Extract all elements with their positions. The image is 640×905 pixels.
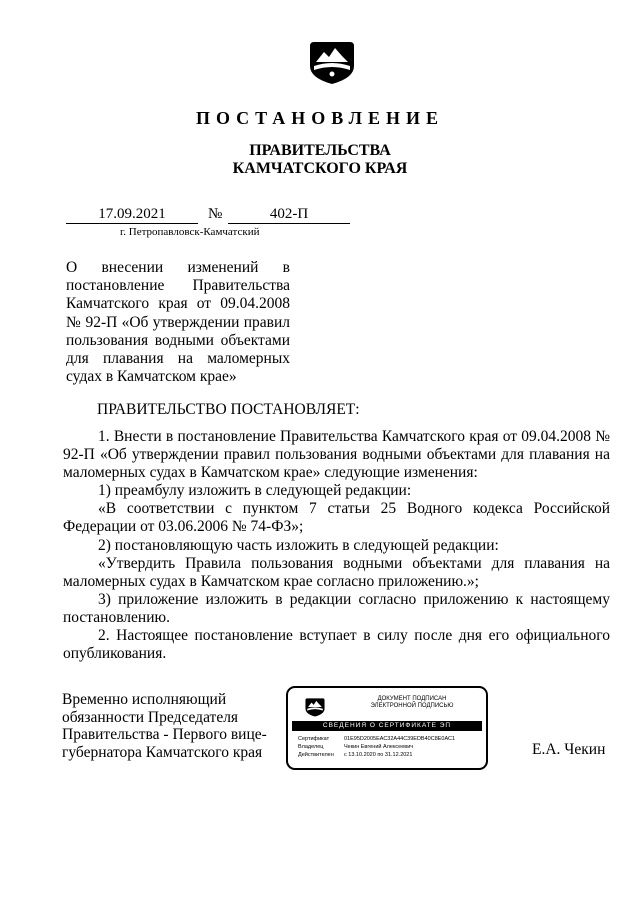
stamp-title-line: ЭЛЕКТРОННОЙ ПОДПИСЬЮ bbox=[370, 703, 454, 709]
issuer-line-1: ПРАВИТЕЛЬСТВА bbox=[249, 142, 391, 159]
stamp-row-label: Владелец bbox=[298, 744, 324, 750]
stamp-band: СВЕДЕНИЯ О СЕРТИФИКАТЕ ЭП bbox=[292, 721, 482, 731]
body-paragraph: 3) приложение изложить в редакции согласно приложению к настоящему постановлению. bbox=[63, 590, 610, 626]
stamp-row-value: с 13.10.2020 по 31.12.2021 bbox=[344, 752, 413, 758]
stamp-row-certificate bbox=[298, 736, 484, 743]
stamp-title bbox=[342, 696, 482, 710]
body-paragraph: «Утвердить Правила пользования водными объектами для плавания на маломерных судах в Камчатском крае согласно приложению.»; bbox=[63, 554, 610, 590]
preamble: ПРАВИТЕЛЬСТВО ПОСТАНОВЛЯЕТ: bbox=[97, 401, 360, 418]
issuer-line-2: КАМЧАТСКОГО КРАЯ bbox=[232, 160, 408, 177]
stamp-row-value: 01E95D2005ЕАС32А44С39ЕDВ40С8Е0АС1 bbox=[344, 736, 456, 742]
stamp-row-owner bbox=[298, 744, 484, 751]
electronic-signature-stamp bbox=[286, 686, 488, 770]
body-paragraph: 1) преамбулу изложить в следующей редакции: bbox=[98, 482, 412, 500]
document-date: 17.09.2021 bbox=[66, 206, 198, 224]
signer-name: Е.А. Чекин bbox=[532, 741, 606, 758]
coat-of-arms-icon bbox=[302, 696, 328, 718]
signer-position: Временно исполняющий обязанности Председателя Правительства - Первого вице-губернатора Камчатского края bbox=[62, 691, 267, 761]
stamp-title-line: ДОКУМЕНТ ПОДПИСАН bbox=[377, 696, 447, 702]
stamp-row-label: Действителен bbox=[298, 752, 334, 758]
document-subject: О внесении изменений в постановление Правительства Камчатского края от 09.04.2008 № 92-П «Об утверждении правил пользования водными объектами для плавания на маломерных судах в Камчатском крае» bbox=[66, 259, 290, 386]
city: г. Петропавловск-Камчатский bbox=[120, 226, 260, 238]
stamp-row-validity bbox=[298, 752, 484, 759]
body-paragraph: «В соответствии с пунктом 7 статьи 25 Водного кодекса Российской Федерации от 03.06.2006 № 74-ФЗ»; bbox=[63, 500, 610, 536]
document-number: 402-П bbox=[228, 206, 350, 224]
number-label: № bbox=[208, 206, 223, 222]
document-body bbox=[63, 428, 610, 663]
stamp-row-label: Сертификат bbox=[298, 736, 330, 742]
body-paragraph: 2) постановляющую часть изложить в следующей редакции: bbox=[98, 536, 499, 554]
body-paragraph: 1. Внести в постановление Правительства Камчатского края от 09.04.2008 № 92-П «Об утверждении правил пользования водными объектами для плавания на маломерных судах в Камчатском крае» следующие изменения: bbox=[63, 428, 610, 482]
coat-of-arms-icon bbox=[302, 38, 362, 86]
stamp-row-value: Чекин Евгений Алексеевич bbox=[344, 744, 414, 750]
document-type-title: ПОСТАНОВЛЕНИЕ bbox=[195, 108, 445, 128]
body-paragraph: 2. Настоящее постановление вступает в силу после дня его официального опубликования. bbox=[63, 627, 610, 663]
